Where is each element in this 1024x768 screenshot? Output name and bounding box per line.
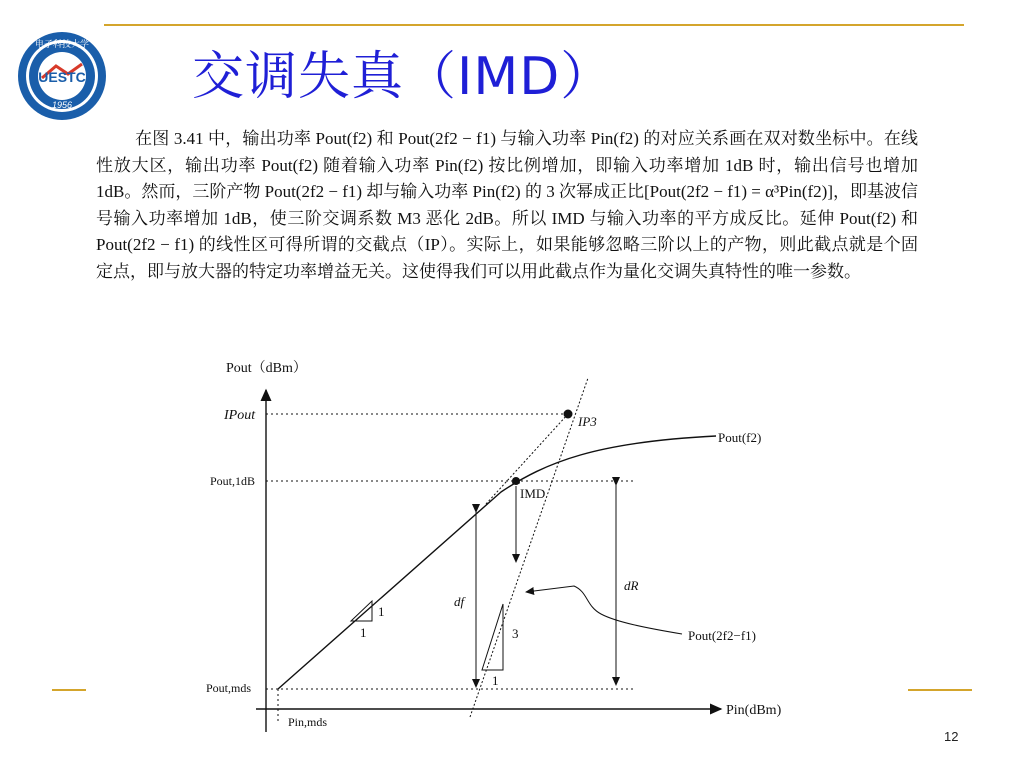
title-rule xyxy=(104,24,964,26)
body-text: 在图 3.41 中，输出功率 Pout(f2) 和 Pout(2f2 − f1) 与输入功率 Pin(f2) 的对应关系画在双对数坐标中。在线性放大区，输出功率 Pout(f2) 随着输入功率 Pin(f2) 按比例增加，即输入功率增加 1dB 时，输出信号也增加 1dB。然而，三阶产物 Pout(2f2 − f1) 却与输入功率 Pin(f2) 的 3 次幂成正比[Pout(2f2 − f1) = α³Pin(f2)]，即基波信号输入功率增加 1dB，使三阶交调系数 M3 恶化 2dB。所以 IMD 与输入功率的平方成反比。延伸 Pout(f2) 和 Pout(2f2 − f1) 的线性区可得所谓的交截点（IP）。实际上，如果能够忽略三阶以上的产物，则此截点就是个固定点，即与放大器的特定功率增益无关。这使得我们可以用此截点作为量化交调失真特性的唯一参数。 xyxy=(96,129,918,281)
ip-out-label: IPout xyxy=(224,408,256,423)
logo-ring-text: 电子科技大学 xyxy=(34,40,90,50)
slope1-rise: 1 xyxy=(378,604,385,619)
slope-triangle-1-1 xyxy=(351,601,372,621)
p1db-label: Pout,1dB xyxy=(210,474,256,488)
pmds-label: Pout,mds xyxy=(206,681,252,695)
third-order-line xyxy=(470,378,588,717)
slide-title: 交调失真（IMD） xyxy=(192,47,614,107)
fundamental-curve xyxy=(278,436,716,689)
bottom-rule-right xyxy=(908,689,972,691)
df-label: df xyxy=(454,594,465,609)
dr-label: dR xyxy=(624,578,639,593)
slope3-run: 1 xyxy=(492,673,499,688)
bottom-rule-left xyxy=(52,689,86,691)
pin-mds-label: Pin,mds xyxy=(288,715,328,729)
p1db-point xyxy=(512,477,520,485)
x-axis-label: Pin(dBm) xyxy=(726,703,782,718)
ip3-point xyxy=(564,410,573,419)
logo-center-text: UESTC xyxy=(38,69,86,85)
body-paragraph xyxy=(96,126,918,285)
slope-triangle-3-1 xyxy=(482,604,503,670)
imd-label: IMD xyxy=(520,486,546,501)
page-number: 12 xyxy=(944,729,959,744)
slope1-run: 1 xyxy=(360,625,367,640)
ip3-label: IP3 xyxy=(578,414,597,429)
fundamental-curve-label: Pout(f2) xyxy=(718,430,762,445)
third-order-pointer xyxy=(526,586,682,634)
university-logo xyxy=(16,30,108,122)
third-order-label: Pout(2f2−f1) xyxy=(688,628,756,643)
imd-diagram xyxy=(196,352,816,742)
logo-year: 1956 xyxy=(51,100,73,110)
y-axis-label: Pout（dBm） xyxy=(226,361,307,376)
slope3-rise: 3 xyxy=(512,626,519,641)
